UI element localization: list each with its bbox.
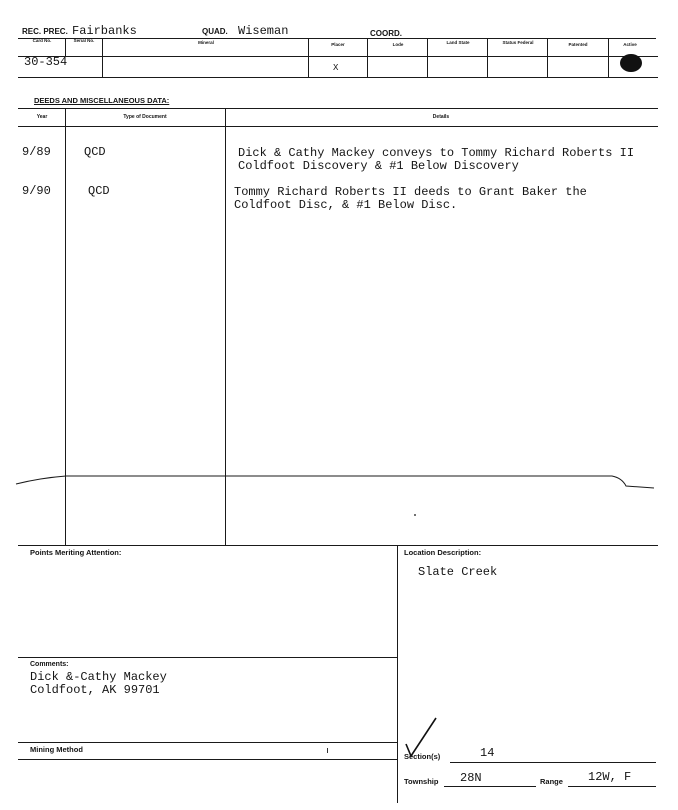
range-value: 12W, F [588,770,632,784]
mining-top-rule [18,742,398,743]
card-no-value: 30-354 [24,55,68,69]
mineral-header: Mineral [198,40,214,45]
comments-line2: Coldfoot, AK 99701 [30,683,160,697]
deed-details-line2: Coldfoot Discovery & #1 Below Discovery [238,159,519,173]
section-underline [450,762,656,763]
tick-mark [327,748,328,753]
header-top-rule [18,38,656,39]
township-value: 28N [460,771,482,785]
patented-header: Patented [568,42,588,47]
header-mid-rule [18,56,658,57]
deed-details-line1: Dick & Cathy Mackey conveys to Tommy Richard Roberts II [238,146,635,160]
status-federal-header: Status Federal [502,40,534,45]
deed-type: QCD [84,145,106,159]
rec-prec-label: REC. PREC. [22,27,68,36]
quad-label: QUAD. [202,27,228,36]
deed-year: 9/90 [22,184,51,198]
lower-col-divider [397,545,398,803]
col-details-header: Details [432,114,450,120]
placer-header: Placer [331,42,345,47]
range-underline [568,786,656,787]
deeds-header-top-rule [18,108,658,109]
section-value: 14 [480,746,495,760]
deed-year: 9/89 [22,145,51,159]
col-year-header: Year [36,114,48,120]
coord-label: COORD. [370,29,402,38]
col-type-header: Type of Document [123,114,167,120]
deeds-section-title: DEEDS AND MISCELLANEOUS DATA: [34,96,170,105]
deeds-header-bottom-rule [18,126,658,127]
active-dot [620,54,642,72]
active-header: Active [623,42,637,47]
quad-value: Wiseman [238,24,289,38]
points-label: Points Meriting Attention: [30,548,122,557]
township-underline [444,786,536,787]
lower-top-rule [18,545,658,546]
comments-top-rule [18,657,398,658]
comments-label: Comments: [30,661,69,668]
mining-bottom-rule [18,759,398,760]
township-label: Township [404,777,439,786]
speck [414,514,416,516]
rec-prec-value: Fairbanks [72,24,137,38]
land-state-header: Land State [446,40,470,45]
location-value: Slate Creek [418,565,498,579]
comments-line1: Dick &-Cathy Mackey [30,670,167,684]
deed-details-line1: Tommy Richard Roberts II deeds to Grant Baker the [234,185,587,199]
location-label: Location Description: [404,548,482,557]
mining-label: Mining Method [30,745,83,754]
lode-header: Lode [392,42,404,47]
section-label: Section(s) [404,752,441,761]
card-no-header: Card No. [32,38,52,43]
deed-type: QCD [88,184,110,198]
serial-no-header: Serial No. [73,38,95,43]
deed-details-line2: Coldfoot Disc, & #1 Below Disc. [234,198,458,212]
range-label: Range [540,777,563,786]
fold-line [0,466,678,496]
placer-mark: X [333,63,339,73]
header-bottom-rule [18,77,658,78]
